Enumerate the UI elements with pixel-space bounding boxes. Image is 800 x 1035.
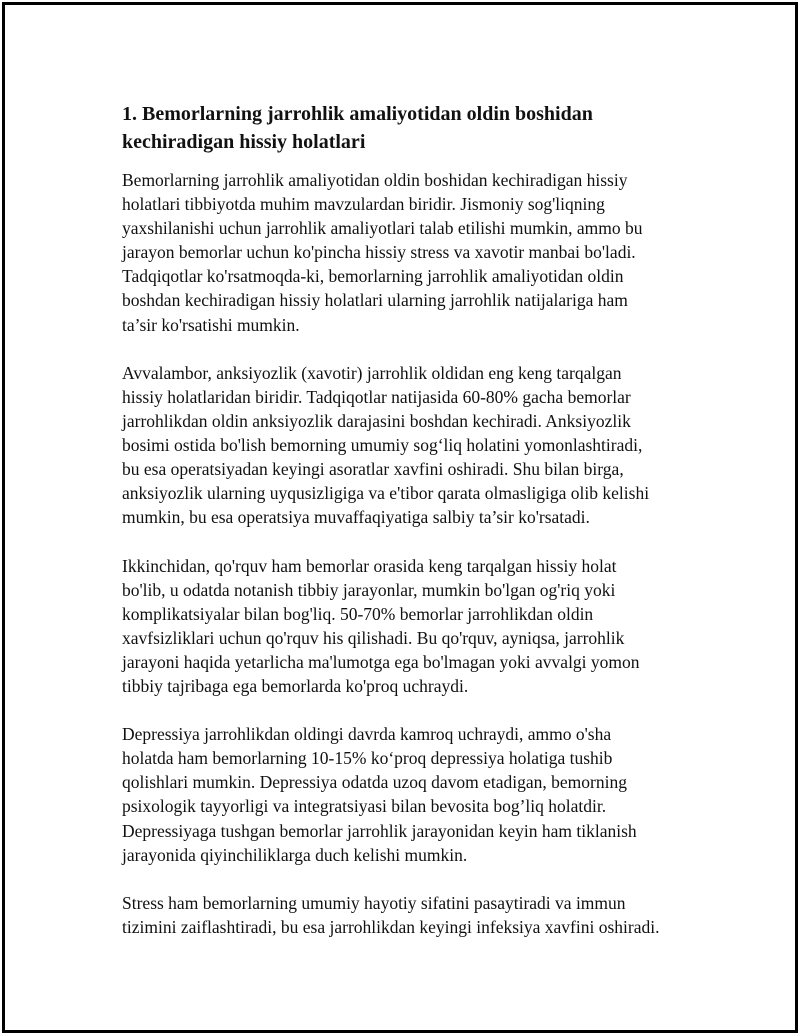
- text-line: anksiyozlik ularning uyqusizligiga va e'tibor qarata olmasligiga olib kelishi: [122, 483, 650, 504]
- text-line: qolishlari mumkin. Depressiya odatda uzoq davom etadigan, bemorning: [122, 772, 627, 793]
- paragraph-fear: [122, 554, 702, 699]
- text-line: psixologik tayyorligi va integratsiyasi bilan bevosita bog’liq holatdir.: [122, 796, 607, 817]
- paragraph-intro: [122, 168, 702, 337]
- text-line: tibbiy tajribaga ega bemorlarda ko'proq uchraydi.: [122, 675, 469, 696]
- text-line: Stress ham bemorlarning umumiy hayotiy sifatini pasaytiradi va immun: [122, 892, 626, 913]
- text-line: komplikatsiyalar bilan bog'liq. 50-70% bemorlar jarrohlikdan oldin: [122, 603, 594, 624]
- text-line: jarrohlikdan oldin anksiyozlik darajasini boshdan kechiradi. Anksiyozlik: [122, 410, 631, 431]
- section-heading: [122, 100, 702, 156]
- document-body: [122, 100, 702, 963]
- text-line: bosimi ostida bo'lish bemorning umumiy sog‘liq holatini yomonlashtiradi,: [122, 435, 643, 456]
- paragraph-depression: [122, 722, 702, 867]
- text-line: bo'lib, u odatda notanish tibbiy jarayonlar, mumkin bo'lgan og'riq yoki: [122, 579, 616, 600]
- heading-line: kechiradigan hissiy holatlari: [122, 131, 366, 153]
- text-line: mumkin, bu esa operatsiya muvaffaqiyatiga salbiy ta’sir ko'rsatadi.: [122, 507, 590, 528]
- text-line: Ikkinchidan, qo'rquv ham bemorlar orasida keng tarqalgan hissiy holat: [122, 555, 617, 576]
- text-line: Depressiya jarrohlikdan oldingi davrda kamroq uchraydi, ammo o'sha: [122, 724, 612, 745]
- document-page: [2, 2, 798, 1033]
- text-line: jarayonida qiyinchiliklarga duch kelishi mumkin.: [122, 844, 468, 865]
- text-line: Bemorlarning jarrohlik amaliyotidan oldin boshidan kechiradigan hissiy: [122, 170, 628, 190]
- text-line: yaxshilanishi uchun jarrohlik amaliyotlari talab etilishi mumkin, ammo bu: [122, 218, 643, 239]
- paragraph-stress: [122, 891, 702, 939]
- text-line: xavfsizliklari uchun qo'rquv his qilishadi. Bu qo'rquv, ayniqsa, jarrohlik: [122, 627, 625, 648]
- text-line: Avvalambor, anksiyozlik (xavotir) jarrohlik oldidan eng keng tarqalgan: [122, 362, 622, 383]
- text-line: ta’sir ko'rsatishi mumkin.: [122, 314, 300, 335]
- text-line: jarayon bemorlar uchun ko'pincha hissiy stress va xavotir manbai bo'ladi.: [122, 242, 636, 263]
- text-line: tizimini zaiflashtiradi, bu esa jarrohlikdan keyingi infeksiya xavfini oshiradi.: [122, 916, 660, 937]
- text-line: jarayoni haqida yetarlicha ma'lumotga ega bo'lmagan yoki avvalgi yomon: [122, 651, 640, 672]
- text-line: hissiy holatlaridan biridir. Tadqiqotlar natijasida 60-80% gacha bemorlar: [122, 386, 631, 407]
- paragraph-anxiety: [122, 361, 702, 530]
- text-line: holatda ham bemorlarning 10-15% ko‘proq depressiya holatiga tushib: [122, 748, 613, 769]
- text-line: boshdan kechiradigan hissiy holatlari ularning jarrohlik natijalariga ham: [122, 290, 628, 311]
- text-line: holatlari tibbiyotda muhim mavzulardan biridir. Jismoniy sog'liqning: [122, 194, 605, 215]
- text-line: Tadqiqotlar ko'rsatmoqda-ki, bemorlarning jarrohlik amaliyotidan oldin: [122, 266, 624, 287]
- heading-line: 1. Bemorlarning jarrohlik amaliyotidan oldin boshidan: [122, 103, 593, 125]
- text-line: Depressiyaga tushgan bemorlar jarrohlik jarayonidan keyin ham tiklanish: [122, 820, 637, 841]
- text-line: bu esa operatsiyadan keyingi asoratlar xavfini oshiradi. Shu bilan birga,: [122, 459, 624, 480]
